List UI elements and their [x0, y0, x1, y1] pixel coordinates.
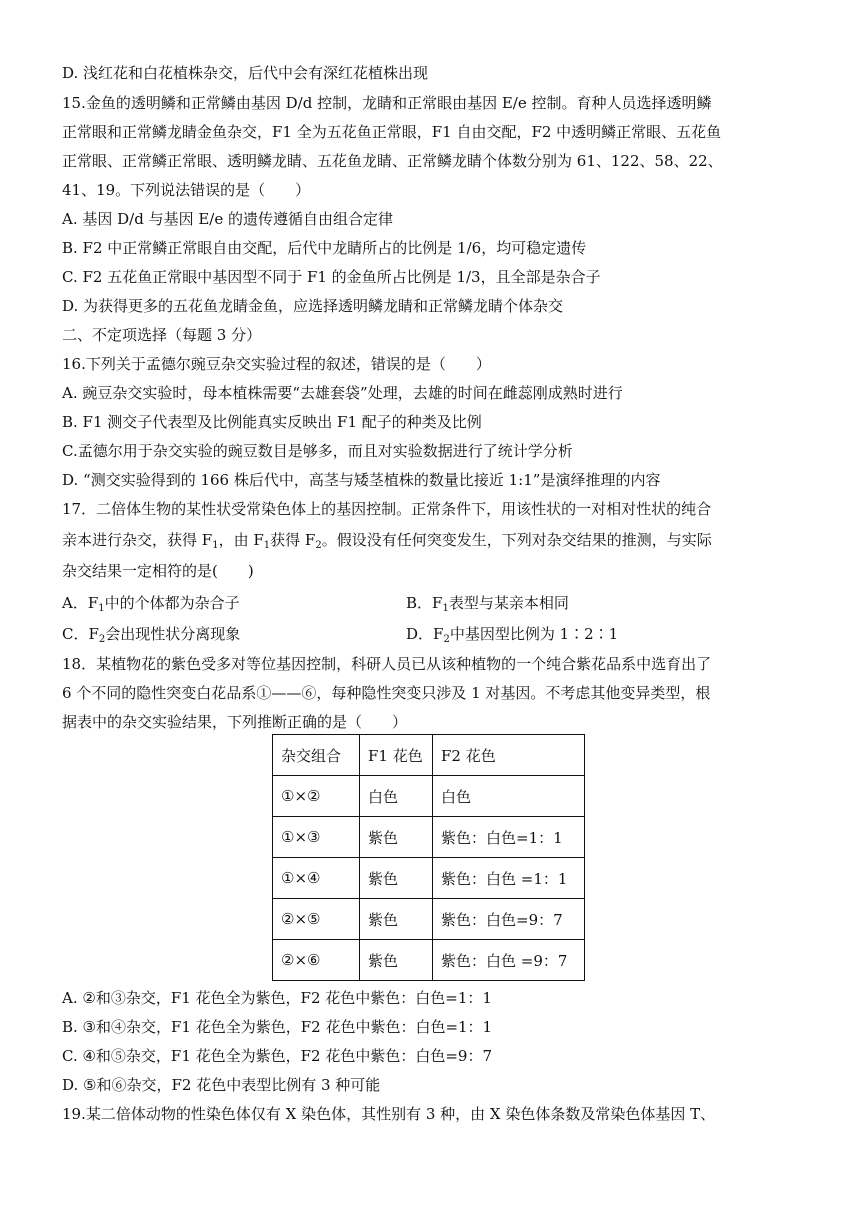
q19-stem: 19.某二倍体动物的性染色体仅有 X 染色体，其性别有 3 种，由 X 染色体条数及常染色体基因 T、	[62, 1105, 716, 1123]
q17-stem-line-3: 杂交结果一定相符的是( )	[62, 562, 254, 580]
table-cell: 紫色：白色=1：1	[433, 817, 585, 858]
q17-option-d: D．$F_2$中基因型比例为 1∶2∶1	[406, 625, 619, 645]
q17-option-c: C．$F_2$会出现性状分离现象	[62, 625, 241, 645]
table-cell: 白色	[360, 776, 433, 817]
table-cell: 白色	[433, 776, 585, 817]
q15-option-d: D. 为获得更多的五花鱼龙睛金鱼，应选择透明鳞龙睛和正常鳞龙睛个体杂交	[62, 297, 564, 315]
q18-option-a: A. ②和③杂交，F1 花色全为紫色，F2 花色中紫色：白色=1：1	[62, 989, 492, 1007]
q18-stem-line-3: 据表中的杂交实验结果，下列推断正确的是（ ）	[62, 713, 408, 731]
q18-option-c: C. ④和⑤杂交，F1 花色全为紫色，F2 花色中紫色：白色=9：7	[62, 1047, 493, 1065]
table-cell: 紫色	[360, 858, 433, 899]
table-cell: 紫色：白色 =1：1	[433, 858, 585, 899]
table-cell: 紫色：白色=9：7	[433, 899, 585, 940]
section-heading: 二、不定项选择（每题 3 分）	[62, 326, 262, 344]
q15-stem-line-3: 正常眼、正常鳞正常眼、透明鳞龙睛、五花鱼龙睛、正常鳞龙睛个体数分别为 61、122、58、22、	[62, 152, 723, 170]
q18-option-d: D. ⑤和⑥杂交，F2 花色中表型比例有 3 种可能	[62, 1076, 381, 1094]
q15-stem-line-2: 正常眼和正常鳞龙睛金鱼杂交，F1 全为五花鱼正常眼，F1 自由交配，F2 中透明鳞正常眼、五花鱼	[62, 123, 722, 141]
table-row	[273, 817, 585, 858]
q17-stem-line-2: 亲本进行杂交，获得 $F_1$，由 $F_1$获得 $F_2$。假设没有任何突变发生，下列对杂交结果的推测，与实际	[62, 531, 712, 551]
table-cell: ①×③	[273, 817, 360, 858]
table-row	[273, 776, 585, 817]
table-header: 杂交组合	[273, 735, 360, 776]
table-header: F2 花色	[433, 735, 585, 776]
table-cell: ①×④	[273, 858, 360, 899]
q16-option-c: C.孟德尔用于杂交实验的豌豆数目是够多，而且对实验数据进行了统计学分析	[62, 442, 573, 460]
q18-stem-line-2: 6 个不同的隐性突变白花品系①——⑥，每种隐性突变只涉及 1 对基因。不考虑其他变异类型，根	[62, 684, 711, 702]
table-cell: 紫色：白色 =9：7	[433, 940, 585, 981]
q18-stem-line-1: 18．某植物花的紫色受多对等位基因控制，科研人员已从该种植物的一个纯合紫花品系中选育出了	[62, 655, 712, 673]
table-cell: 紫色	[360, 817, 433, 858]
q15-stem-line-1: 15.金鱼的透明鳞和正常鳞由基因 D/d 控制，龙睛和正常眼由基因 E/e 控制。育种人员选择透明鳞	[62, 94, 712, 112]
q17-options-row-1	[62, 593, 810, 619]
q17-option-b: B．$F_1$表型与某亲本相同	[406, 594, 569, 614]
q15-stem-line-4: 41、19。下列说法错误的是（ ）	[62, 181, 311, 199]
q17-option-a: A．$F_1$中的个体都为杂合子	[62, 594, 240, 614]
q18-option-b: B. ③和④杂交，F1 花色全为紫色，F2 花色中紫色：白色=1：1	[62, 1018, 493, 1036]
q16-stem: 16.下列关于孟德尔豌豆杂交实验过程的叙述，错误的是（ ）	[62, 355, 491, 373]
cross-results-table	[272, 734, 585, 981]
table-cell: 紫色	[360, 940, 433, 981]
q16-option-a: A. 豌豆杂交实验时，母本植株需要“去雄套袋”处理，去雄的时间在雌蕊刚成熟时进行	[62, 384, 623, 402]
table-row	[273, 899, 585, 940]
q17-stem-line-1: 17．二倍体生物的某性状受常染色体上的基因控制。正常条件下，用该性状的一对相对性状的纯合	[62, 500, 712, 518]
q15-option-a: A. 基因 D/d 与基因 E/e 的遗传遵循自由组合定律	[62, 210, 394, 228]
table-cell: ②×⑥	[273, 940, 360, 981]
table-cell: ②×⑤	[273, 899, 360, 940]
table-row	[273, 940, 585, 981]
q16-option-b: B. F1 测交子代表型及比例能真实反映出 F1 配子的种类及比例	[62, 413, 482, 431]
table-header-row	[273, 735, 585, 776]
table-header: F1 花色	[360, 735, 433, 776]
q14-option-d: D. 浅红花和白花植株杂交，后代中会有深红花植株出现	[62, 64, 429, 82]
q15-option-b: B. F2 中正常鳞正常眼自由交配，后代中龙睛所占的比例是 1/6，均可稳定遗传	[62, 239, 587, 257]
q15-option-c: C. F2 五花鱼正常眼中基因型不同于 F1 的金鱼所占比例是 1/3，且全部是杂合子	[62, 268, 601, 286]
q17-options-row-2	[62, 624, 810, 650]
table-cell: ①×②	[273, 776, 360, 817]
q16-option-d: D. “测交实验得到的 166 株后代中，高茎与矮茎植株的数量比接近 1:1”是演绎推理的内容	[62, 471, 661, 489]
table-cell: 紫色	[360, 899, 433, 940]
table-row	[273, 858, 585, 899]
